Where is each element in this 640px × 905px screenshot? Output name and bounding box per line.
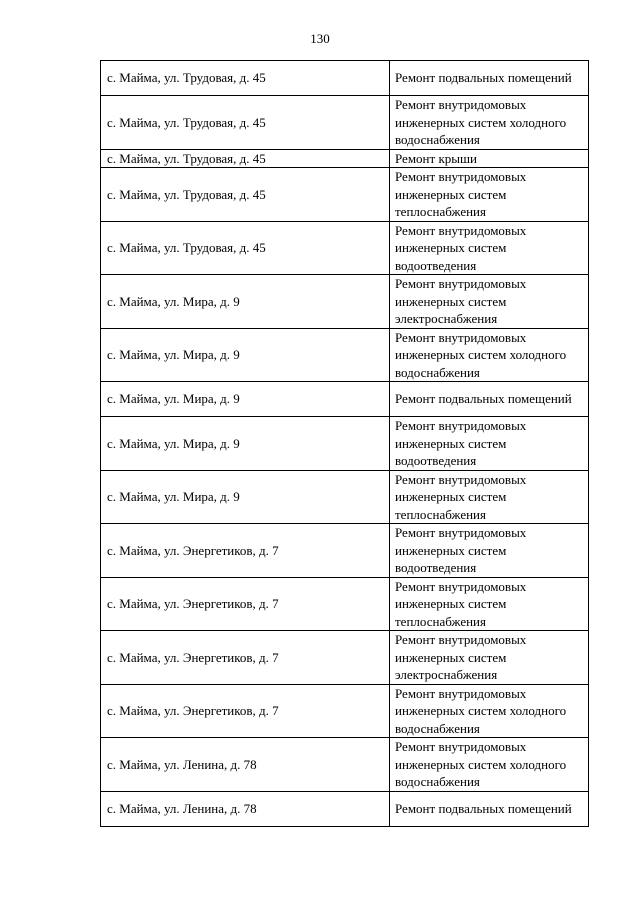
table-row — [101, 61, 589, 96]
work-cell: Ремонт внутридомовых инженерных систем водоотведения — [390, 524, 589, 578]
address-cell: с. Майма, ул. Ленина, д. 78 — [101, 738, 390, 792]
work-cell: Ремонт внутридомовых инженерных систем электроснабжения — [390, 631, 589, 685]
address-cell: с. Майма, ул. Энергетиков, д. 7 — [101, 631, 390, 685]
table-row — [101, 149, 589, 168]
address-cell: с. Майма, ул. Мира, д. 9 — [101, 328, 390, 382]
address-cell: с. Майма, ул. Мира, д. 9 — [101, 417, 390, 471]
work-cell: Ремонт внутридомовых инженерных систем теплоснабжения — [390, 577, 589, 631]
table-row — [101, 684, 589, 738]
address-cell: с. Майма, ул. Энергетиков, д. 7 — [101, 524, 390, 578]
table-row — [101, 470, 589, 524]
work-cell: Ремонт внутридомовых инженерных систем холодного водоснабжения — [390, 738, 589, 792]
address-cell: с. Майма, ул. Трудовая, д. 45 — [101, 149, 390, 168]
works-table-body — [101, 61, 589, 827]
table-row — [101, 96, 589, 150]
address-cell: с. Майма, ул. Трудовая, д. 45 — [101, 96, 390, 150]
work-cell: Ремонт внутридомовых инженерных систем холодного водоснабжения — [390, 328, 589, 382]
address-cell: с. Майма, ул. Трудовая, д. 45 — [101, 168, 390, 222]
table-row — [101, 382, 589, 417]
work-cell: Ремонт внутридомовых инженерных систем водоотведения — [390, 221, 589, 275]
work-cell: Ремонт внутридомовых инженерных систем холодного водоснабжения — [390, 684, 589, 738]
address-cell: с. Майма, ул. Трудовая, д. 45 — [101, 61, 390, 96]
work-cell: Ремонт внутридомовых инженерных систем теплоснабжения — [390, 168, 589, 222]
table-row — [101, 791, 589, 826]
work-cell: Ремонт подвальных помещений — [390, 382, 589, 417]
work-cell: Ремонт подвальных помещений — [390, 791, 589, 826]
address-cell: с. Майма, ул. Мира, д. 9 — [101, 382, 390, 417]
work-cell: Ремонт подвальных помещений — [390, 61, 589, 96]
table-row — [101, 168, 589, 222]
work-cell: Ремонт внутридомовых инженерных систем водоотведения — [390, 417, 589, 471]
address-cell: с. Майма, ул. Ленина, д. 78 — [101, 791, 390, 826]
table-row — [101, 524, 589, 578]
table-row — [101, 631, 589, 685]
address-cell: с. Майма, ул. Мира, д. 9 — [101, 470, 390, 524]
table-row — [101, 577, 589, 631]
table-row — [101, 221, 589, 275]
table-row — [101, 275, 589, 329]
work-cell: Ремонт крыши — [390, 149, 589, 168]
address-cell: с. Майма, ул. Энергетиков, д. 7 — [101, 577, 390, 631]
work-cell: Ремонт внутридомовых инженерных систем холодного водоснабжения — [390, 96, 589, 150]
table-row — [101, 738, 589, 792]
work-cell: Ремонт внутридомовых инженерных систем теплоснабжения — [390, 470, 589, 524]
works-table — [100, 60, 589, 827]
page-number: 130 — [310, 31, 330, 46]
table-row — [101, 328, 589, 382]
address-cell: с. Майма, ул. Трудовая, д. 45 — [101, 221, 390, 275]
address-cell: с. Майма, ул. Энергетиков, д. 7 — [101, 684, 390, 738]
work-cell: Ремонт внутридомовых инженерных систем электроснабжения — [390, 275, 589, 329]
address-cell: с. Майма, ул. Мира, д. 9 — [101, 275, 390, 329]
table-row — [101, 417, 589, 471]
